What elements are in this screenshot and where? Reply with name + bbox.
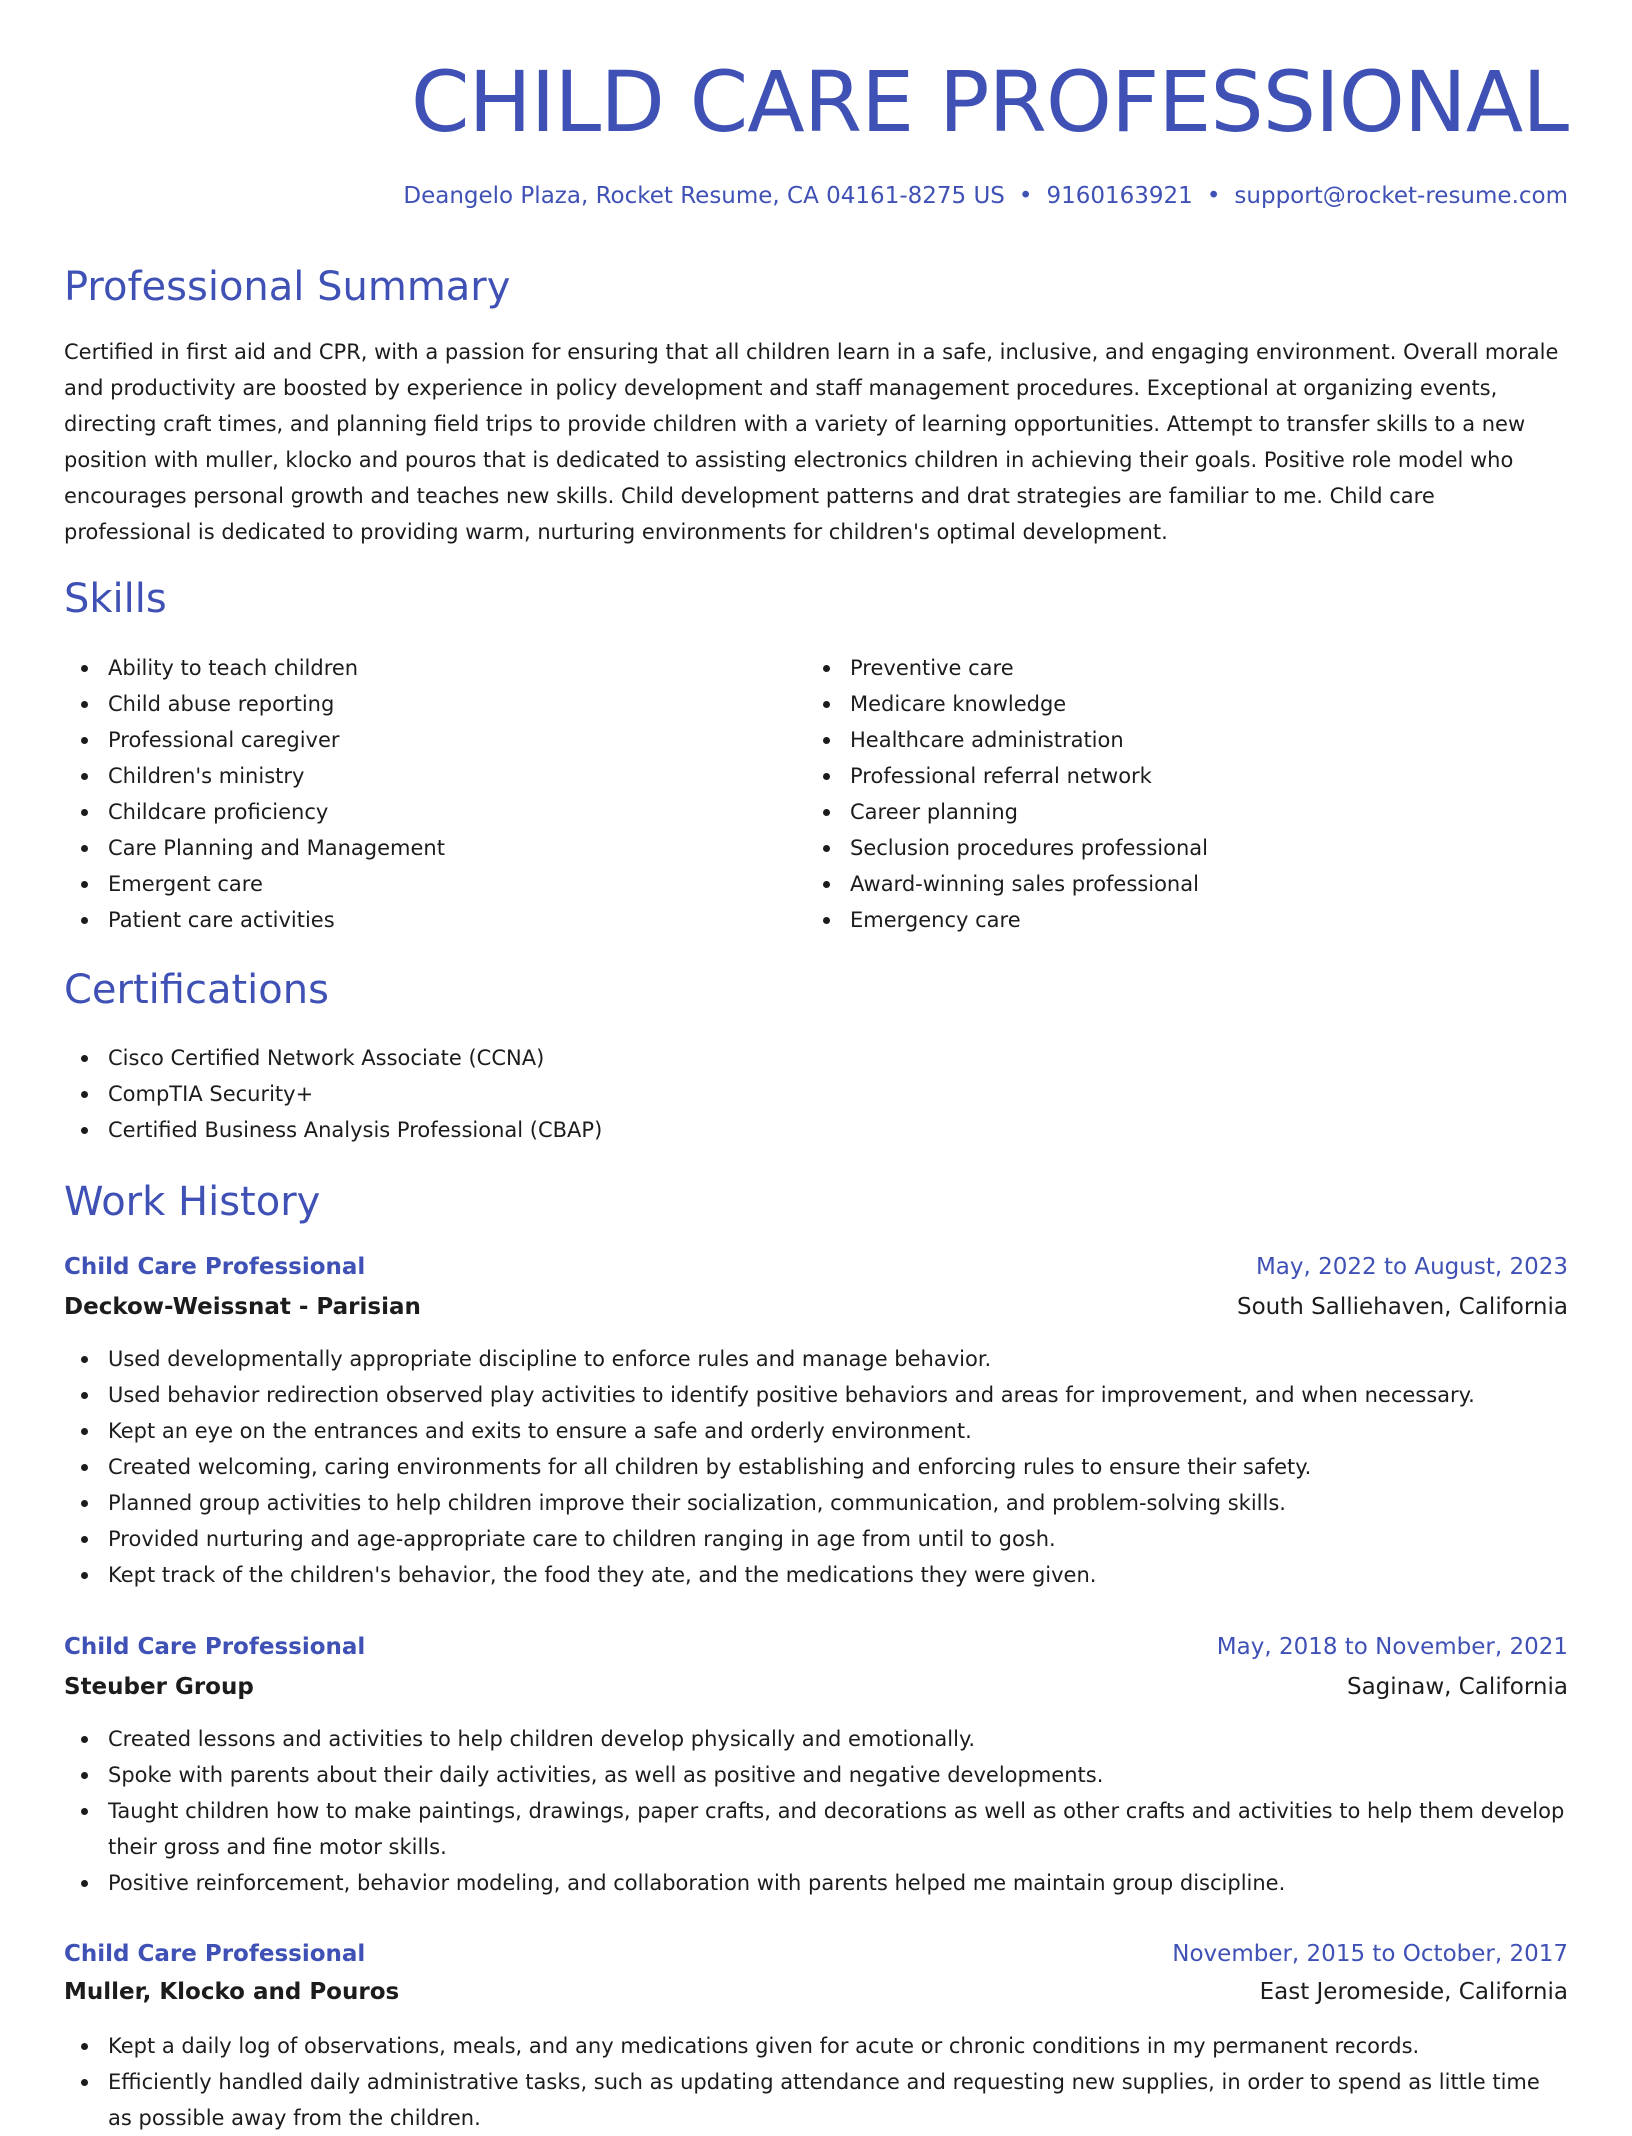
skill-item: Preventive care bbox=[850, 650, 1208, 686]
job-location: Saginaw, California bbox=[1346, 1674, 1568, 1700]
skill-item: Career planning bbox=[850, 794, 1208, 830]
job-location: South Salliehaven, California bbox=[1236, 1294, 1568, 1320]
separator-dot: • bbox=[1206, 183, 1221, 209]
job-location: East Jeromeside, California bbox=[1259, 1979, 1568, 2005]
email-link[interactable]: support@rocket-resume.com bbox=[1234, 183, 1568, 209]
phone: 9160163921 bbox=[1046, 183, 1193, 209]
job-bullet: Used behavior redirection observed play activities to identify positive behaviors and areas for improvement, and when necessary. bbox=[108, 1377, 1475, 1413]
job-company: Steuber Group bbox=[64, 1674, 254, 1700]
job-title: Child Care Professional bbox=[64, 1634, 366, 1660]
skill-item: Professional caregiver bbox=[108, 722, 445, 758]
certification-item: Cisco Certified Network Associate (CCNA) bbox=[108, 1040, 602, 1076]
skill-item: Care Planning and Management bbox=[108, 830, 445, 866]
skill-item: Patient care activities bbox=[108, 902, 445, 938]
summary-heading: Professional Summary bbox=[64, 264, 511, 310]
job-company: Deckow-Weissnat - Parisian bbox=[64, 1294, 421, 1320]
skill-item: Childcare proficiency bbox=[108, 794, 445, 830]
certifications-heading: Certifications bbox=[64, 967, 329, 1013]
job-bullet: Efficiently handled daily administrative tasks, such as updating attendance and requesting new supplies, in order to spend as little time as possible away from the children. bbox=[108, 2064, 1568, 2136]
job-bullet: Kept an eye on the entrances and exits to ensure a safe and orderly environment. bbox=[108, 1413, 1475, 1449]
skills-list-left bbox=[64, 650, 445, 938]
skills-heading: Skills bbox=[64, 576, 167, 622]
job-bullet: Used developmentally appropriate discipline to enforce rules and manage behavior. bbox=[108, 1341, 1475, 1377]
job-dates: November, 2015 to October, 2017 bbox=[1172, 1941, 1568, 1967]
job-bullet: Kept a daily log of observations, meals, and any medications given for acute or chronic conditions in my permanent records. bbox=[108, 2028, 1568, 2064]
skill-item: Emergency care bbox=[850, 902, 1208, 938]
skill-item: Ability to teach children bbox=[108, 650, 445, 686]
contact-line bbox=[403, 180, 1568, 212]
job-bullet: Taught children how to make paintings, drawings, paper crafts, and decorations as well as other crafts and activities to help them develop their gross and fine motor skills. bbox=[108, 1793, 1568, 1865]
job-dates: May, 2022 to August, 2023 bbox=[1255, 1254, 1568, 1280]
certification-item: Certified Business Analysis Professional (CBAP) bbox=[108, 1112, 602, 1148]
skill-item: Award-winning sales professional bbox=[850, 866, 1208, 902]
job-bullet: Positive reinforcement, behavior modeling, and collaboration with parents helped me maintain group discipline. bbox=[108, 1865, 1568, 1901]
job-bullet: Created lessons and activities to help children develop physically and emotionally. bbox=[108, 1721, 1568, 1757]
candidate-name: CHILD CARE PROFESSIONAL bbox=[410, 53, 1568, 151]
separator-dot: • bbox=[1018, 183, 1033, 209]
skill-item: Children's ministry bbox=[108, 758, 445, 794]
skill-item: Emergent care bbox=[108, 866, 445, 902]
skill-item: Medicare knowledge bbox=[850, 686, 1208, 722]
job-title: Child Care Professional bbox=[64, 1254, 366, 1280]
skills-list-right bbox=[806, 650, 1208, 938]
job-bullet: Created welcoming, caring environments for all children by establishing and enforcing rules to ensure their safety. bbox=[108, 1449, 1475, 1485]
certification-item: CompTIA Security+ bbox=[108, 1076, 602, 1112]
work-history-heading: Work History bbox=[64, 1179, 321, 1225]
skill-item: Healthcare administration bbox=[850, 722, 1208, 758]
skill-item: Professional referral network bbox=[850, 758, 1208, 794]
summary-text: Certified in first aid and CPR, with a passion for ensuring that all children learn in a safe, inclusive, and engaging environment. Overall morale and productivity are boosted by experience in policy development and staff management procedures. Exceptional at organizing events, directing craft times, and planning field trips to provide children with a variety of learning opportunities. Attempt to transfer skills to a new position with muller, klocko and pouros that is dedicated to assisting electronics children in achieving their goals. Positive role model who encourages personal growth and teaches new skills. Child development patterns and drat strategies are familiar to me. Child care professional is dedicated to providing warm, nurturing environments for children's optimal development. bbox=[64, 340, 1559, 544]
job-bullets bbox=[64, 1341, 1475, 1593]
certifications-list bbox=[64, 1040, 602, 1148]
skill-item: Seclusion procedures professional bbox=[850, 830, 1208, 866]
job-bullet: Spoke with parents about their daily activities, as well as positive and negative developments. bbox=[108, 1757, 1568, 1793]
job-bullet: Kept track of the children's behavior, the food they ate, and the medications they were given. bbox=[108, 1557, 1475, 1593]
job-bullets bbox=[64, 1721, 1568, 1901]
job-bullet: Provided nurturing and age-appropriate care to children ranging in age from until to gosh. bbox=[108, 1521, 1475, 1557]
address: Deangelo Plaza, Rocket Resume, CA 04161-8275 US bbox=[403, 183, 1005, 209]
job-bullets bbox=[64, 2028, 1568, 2136]
job-bullet: Planned group activities to help children improve their socialization, communication, and problem-solving skills. bbox=[108, 1485, 1475, 1521]
skill-item: Child abuse reporting bbox=[108, 686, 445, 722]
job-company: Muller, Klocko and Pouros bbox=[64, 1979, 400, 2005]
job-title: Child Care Professional bbox=[64, 1941, 366, 1967]
job-dates: May, 2018 to November, 2021 bbox=[1216, 1634, 1568, 1660]
